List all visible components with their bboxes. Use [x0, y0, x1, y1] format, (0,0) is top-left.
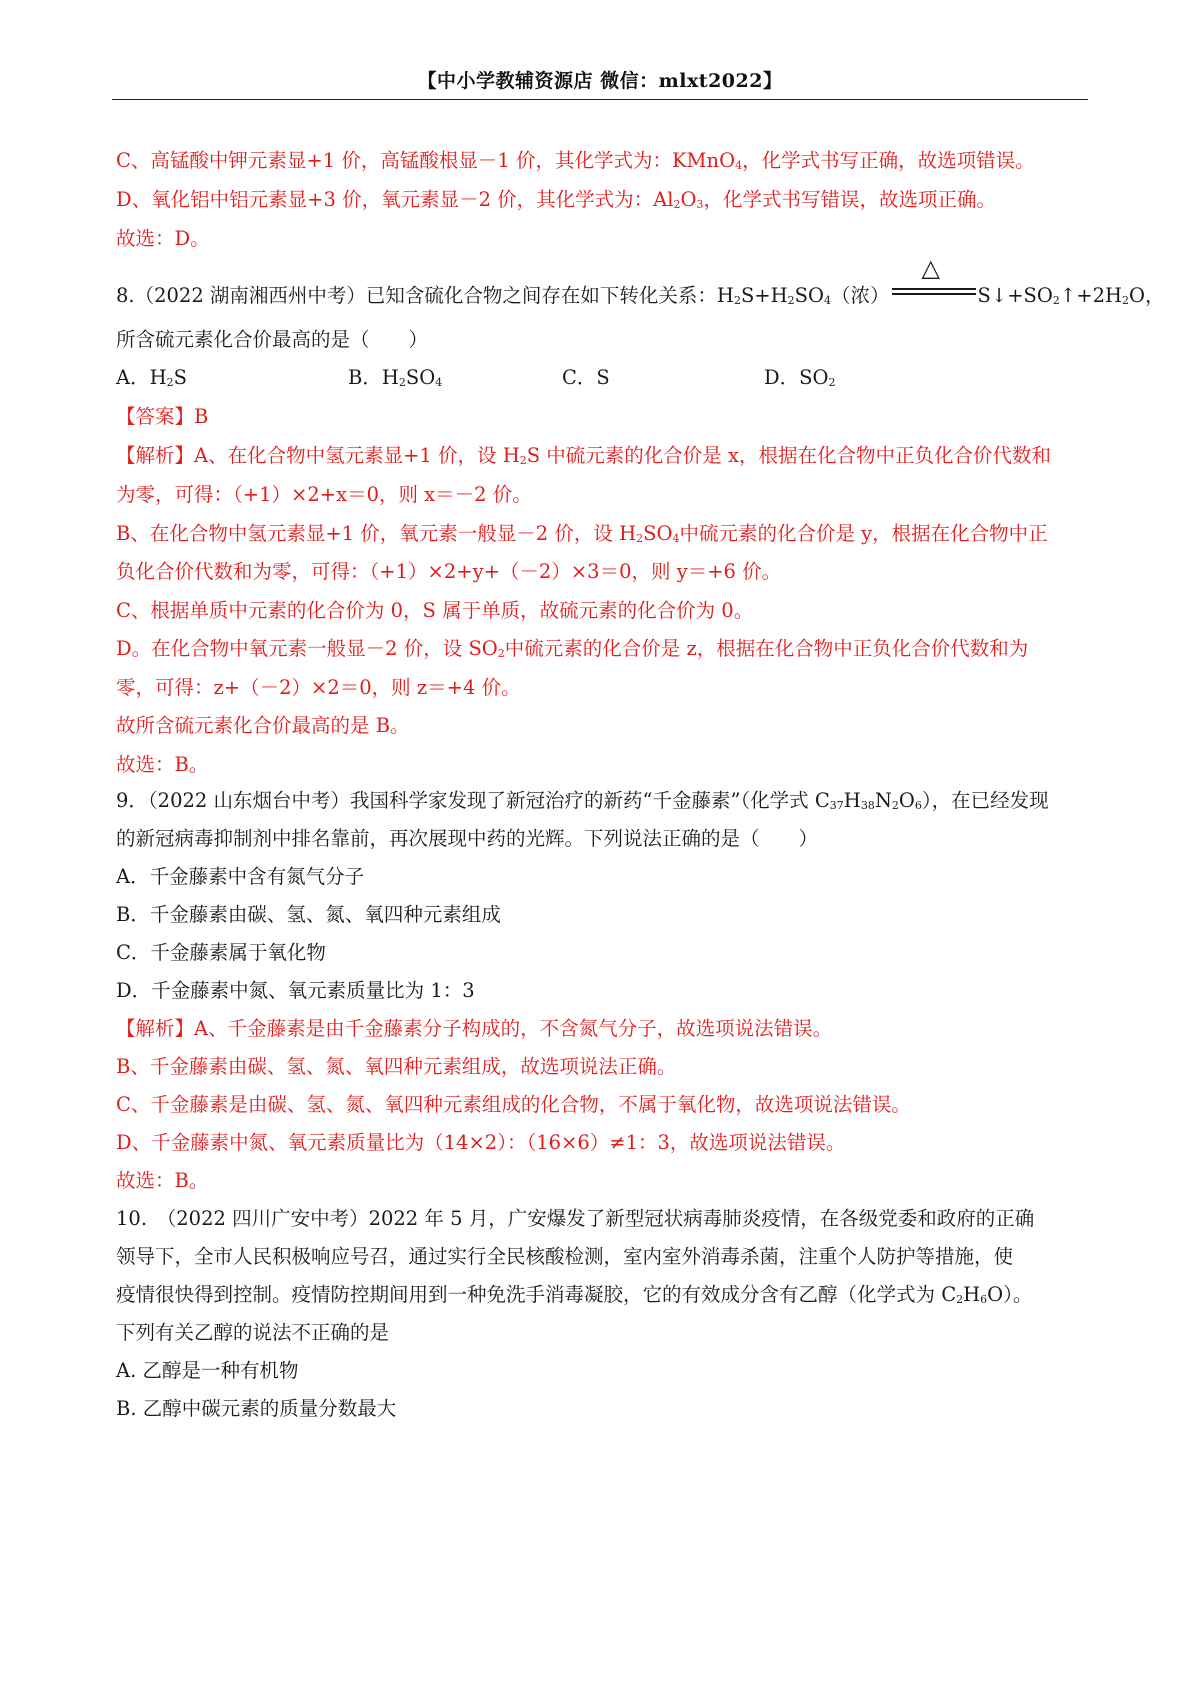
- analysis-line-d: D、氧化铝中铝元素显+3 价，氧元素显－2 价，其化学式为：$Al_2O_3$，化学式书写错误，故选项正确。: [116, 188, 997, 211]
- question-10-option-a: A. 乙醇是一种有机物: [116, 1359, 299, 1382]
- question-8-analysis-b2: 负化合价代数和为零，可得：（+1）×2+y+（－2）×3＝0，则 y＝+6 价。: [116, 560, 782, 583]
- question-9-analysis-choice: 故选：B。: [116, 1169, 209, 1192]
- question-9-stem: 9．（2022 山东烟台中考）我国科学家发现了新冠治疗的新药“千金藤素”（化学式 $C_{37}H_{38}N_2O_6$），在已经发现: [116, 789, 1049, 812]
- question-8-analysis-d2: 零，可得：z+（－2）×2＝0，则 z＝+4 价。: [116, 676, 521, 699]
- question-8-option-a: A．$H_2S$: [116, 366, 187, 389]
- question-10-option-b: B. 乙醇中碳元素的质量分数最大: [116, 1397, 397, 1420]
- question-10-stem-line4: 下列有关乙醇的说法不正确的是: [116, 1321, 390, 1344]
- question-9-option-b: B．千金藤素由碳、氢、氮、氧四种元素组成: [116, 903, 501, 926]
- page-header: 【中小学教辅资源店 微信：mlxt2022】: [417, 70, 783, 92]
- question-9-analysis-c: C、千金藤素是由碳、氢、氮、氧四种元素组成的化合物，不属于氧化物，故选项说法错误。: [116, 1093, 911, 1116]
- question-10-stem-line1: 10. （2022 四川广安中考）2022 年 5 月，广安爆发了新型冠状病毒肺炎疫情，在各级党委和政府的正确: [116, 1207, 1035, 1230]
- question-8-analysis-a2: 为零，可得：（+1）×2+x＝0，则 x＝－2 价。: [116, 483, 532, 506]
- question-9-option-c: C．千金藤素属于氧化物: [116, 941, 326, 964]
- analysis-line-c: C、高锰酸中钾元素显+1 价，高锰酸根显－1 价，其化学式为：KMnO$_4$，化学式书写正确，故选项错误。: [116, 149, 1035, 172]
- question-8-analysis-d1: D。在化合物中氧元素一般显－2 价，设 $SO_2$中硫元素的化合价是 z，根据在化合物中正负化合价代数和为: [116, 637, 1029, 660]
- question-9-analysis-a: 【解析】A、千金藤素是由千金藤素分子构成的，不含氮气分子，故选项说法错误。: [116, 1017, 833, 1040]
- question-8-analysis-conclusion: 故所含硫元素化合价最高的是 B。: [116, 714, 410, 737]
- question-8-stem-line2: 所含硫元素化合价最高的是（ ）: [116, 328, 429, 351]
- question-9-analysis-d: D、千金藤素中氮、氧元素质量比为（14×2）：（16×6）≠1：3，故选项说法错误。: [116, 1131, 846, 1154]
- question-8-stem: 8.（2022 湖南湘西州中考）已知含硫化合物之间存在如下转化关系：$H_2S+H_2SO_4$（浓） △ $S↓+SO_2↑+2H_2O$，: [116, 254, 1165, 307]
- question-8-analysis-a1: 【解析】A、在化合物中氢元素显+1 价，设 $H_2S$ 中硫元素的化合价是 x，根据在化合物中正负化合价代数和: [116, 444, 1052, 467]
- question-10-stem-line3: 疫情很快得到控制。疫情防控期间用到一种免洗手消毒凝胶，它的有效成分含有乙醇（化学式为 $C_2H_6O$）。: [116, 1283, 1033, 1306]
- question-9-option-a: A．千金藤素中含有氮气分子: [116, 865, 365, 888]
- question-9-analysis-b: B、千金藤素由碳、氢、氮、氧四种元素组成，故选项说法正确。: [116, 1055, 677, 1078]
- question-8-option-d: D．$SO_2$: [764, 366, 836, 389]
- reaction-condition-arrow: [892, 254, 976, 306]
- question-8-answer: 【答案】B: [116, 405, 209, 428]
- question-9-stem-line2: 的新冠病毒抑制剂中排名靠前，再次展现中药的光辉。下列说法正确的是（ ）: [116, 827, 819, 850]
- header-rule: [112, 99, 1088, 100]
- question-10-stem-line2: 领导下，全市人民积极响应号召，通过实行全民核酸检测，室内室外消毒杀菌，注重个人防护等措施，使: [116, 1245, 1014, 1268]
- question-8-option-c: C．S: [562, 366, 610, 389]
- question-8-analysis-b1: B、在化合物中氢元素显+1 价，氧元素一般显－2 价，设 $H_2SO_4$中硫元素的化合价是 y，根据在化合物中正: [116, 522, 1048, 545]
- answer-choice-line: 故选：D。: [116, 227, 210, 250]
- heating-symbol: △: [921, 254, 940, 282]
- question-9-option-d: D．千金藤素中氮、氧元素质量比为 1：3: [116, 979, 475, 1002]
- question-8-analysis-choice: 故选：B。: [116, 753, 209, 776]
- question-8-analysis-c: C、根据单质中元素的化合价为 0，S 属于单质，故硫元素的化合价为 0。: [116, 599, 754, 622]
- question-8-option-b: B．$H_2SO_4$: [348, 366, 443, 389]
